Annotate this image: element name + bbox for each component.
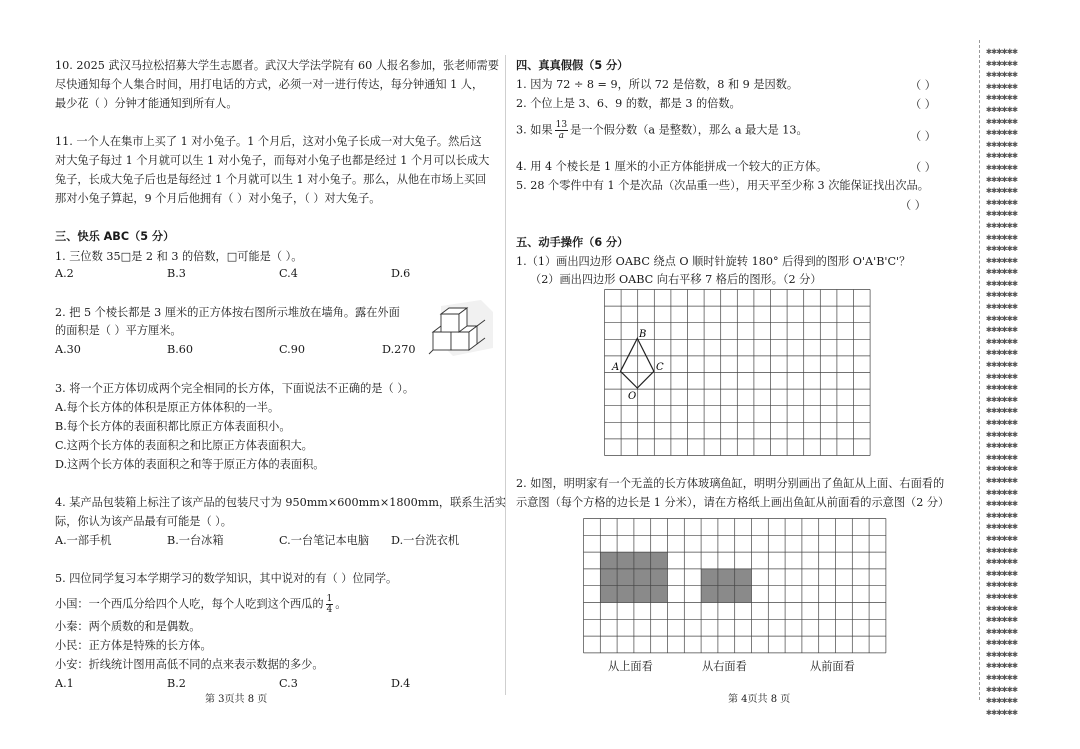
mc2-option-a: A.30 xyxy=(55,343,81,356)
stacked-cubes-figure xyxy=(427,298,495,362)
mc5-option-d: D.4 xyxy=(391,677,411,690)
mc1-option-a: A.2 xyxy=(55,267,74,280)
op2-line-2: 示意图（每个方格的边长是 1 分米），请在方格纸上画出鱼缸从前面看的示意图（2 分） xyxy=(516,496,950,509)
left-page-footer: 第 3页共 8 页 xyxy=(205,694,268,705)
mc1-option-d: D.6 xyxy=(391,267,411,280)
mc5-xiaoqin: 小秦：两个质数的和是偶数。 xyxy=(55,620,201,633)
tf3: 3. 如果 $\frac{13}{a}$ 是一个假分数（a 是整数），那么 a 最大是 13。 xyxy=(516,120,808,141)
op2-line-1: 2. 如图，明明家有一个无盖的长方体玻璃鱼缸，明明分别画出了鱼缸从上面、右面看的 xyxy=(516,477,945,490)
tf1-answer-paren[interactable]: （ ） xyxy=(910,79,936,92)
grid-paper-2[interactable] xyxy=(583,518,886,656)
section-3-title: 三、快乐 ABC（5 分） xyxy=(55,230,175,243)
binding-margin-pattern: ✱✱✱✱✱✱ ✱✱✱✱✱✱ ✱✱✱✱✱✱ ✱✱✱✱✱✱ ✱✱✱✱✱✱ ✱✱✱✱✱✱ ✱✱✱✱✱✱ ✱✱✱✱✱✱ ✱✱✱✱✱✱ ✱✱✱✱✱✱ ✱✱✱✱✱✱ ✱✱✱✱✱✱ ✱✱✱✱✱✱ ✱✱✱✱✱✱ ✱✱✱✱✱✱ ✱✱✱✱✱✱ ✱✱✱✱✱✱ ✱✱✱✱✱✱ ✱✱✱✱✱✱ ✱✱✱✱✱✱ ✱✱✱✱✱✱ ✱✱✱✱✱✱ ✱✱✱✱✱✱ ✱✱✱✱✱✱ ✱✱✱✱✱✱ ✱✱✱✱✱✱ ✱✱✱✱✱✱ ✱✱✱✱✱✱ ✱✱✱✱✱✱ ✱✱✱✱✱✱ ✱✱✱✱✱✱ ✱✱✱✱✱✱ ✱✱✱✱✱✱ ✱✱✱✱✱✱ ✱✱✱✱✱✱ ✱✱✱✱✱✱ ✱✱✱✱✱✱ ✱✱✱✱✱✱ ✱✱✱✱✱✱ ✱✱✱✱✱✱ ✱✱✱✱✱✱ ✱✱✱✱✱✱ ✱✱✱✱✱✱ ✱✱✱✱✱✱ ✱✱✱✱✱✱ ✱✱✱✱✱✱ ✱✱✱✱✱✱ ✱✱✱✱✱✱ ✱✱✱✱✱✱ ✱✱✱✱✱✱ ✱✱✱✱✱✱ ✱✱✱✱✱✱ ✱✱✱✱✱✱ ✱✱✱✱✱✱ ✱✱✱✱✱✱ ✱✱✱✱✱✱ ✱✱✱✱✱✱ ✱✱✱✱✱✱ xyxy=(986,46,1018,718)
q11-line-3: 兔子，长成大兔子后也是每经过 1 个月就可以生 1 对小兔子。那么，从他在市场上买回 xyxy=(55,173,487,186)
q11-line-1: 11. 一个人在集市上买了 1 对小兔子。1 个月后，这对小兔子长成一对大兔子。然后这 xyxy=(55,135,482,148)
fraction-13-over-a: $\frac{13}{a}$ xyxy=(555,120,568,141)
vertex-label-a: A xyxy=(612,362,620,373)
view-label-right: 从右面看 xyxy=(702,660,747,673)
mc4-option-c: C.一台笔记本电脑 xyxy=(279,534,370,547)
mc4-stem-line-2: 际，你认为该产品最有可能是（ ）。 xyxy=(55,515,232,528)
mc5-option-c: C.3 xyxy=(279,677,298,690)
mc5-xiaoan: 小安：折线统计图用高低不同的点来表示数据的多少。 xyxy=(55,658,324,671)
grid-paper-1[interactable] xyxy=(604,289,870,455)
mc1-option-b: B.3 xyxy=(167,267,186,280)
q11-line-4: 那对小兔子算起，9 个月后他拥有（ ）对小兔子，（ ）对大兔子。 xyxy=(55,192,381,205)
mc3-option-a: A.每个长方体的体积是原正方体体积的一半。 xyxy=(55,401,280,414)
mc5-xiaoguo-text: 小国：一个西瓜分给四个人吃，每个人吃到这个西瓜的 xyxy=(55,597,324,611)
q11-line-2: 对大兔子每过 1 个月就可以生 1 对小兔子，而每对小兔子也都是经过 1 个月可以长成大 xyxy=(55,154,490,167)
view-label-front: 从前面看 xyxy=(810,660,855,673)
section-5-title: 五、动手操作（6 分） xyxy=(516,236,629,249)
q10-line-1: 10. 2025 武汉马拉松招募大学生志愿者。武汉大学法学院有 60 人报名参加，张老师需要 xyxy=(55,59,499,72)
q10-line-2: 尽快通知每个人集合时间，用打电话的方式，必须一对一进行传达，每分钟通知 1 人， xyxy=(55,78,484,91)
tf2: 2. 个位上是 3、6、9 的数，都是 3 的倍数。 xyxy=(516,97,741,110)
fraction-one-quarter: $\frac{1}{4}$ xyxy=(326,594,333,615)
mc5-xiaoguo: 小国：一个西瓜分给四个人吃，每个人吃到这个西瓜的 $\frac{1}{4}$ 。 xyxy=(55,594,347,615)
view-label-top: 从上面看 xyxy=(608,660,653,673)
mc5-stem: 5. 四位同学复习本学期学习的数学知识，其中说对的有（ ）位同学。 xyxy=(55,572,398,585)
quadrilateral-oabc xyxy=(621,338,654,388)
vertex-label-b: B xyxy=(639,329,647,340)
q10-line-3: 最少花（ ）分钟才能通知到所有人。 xyxy=(55,97,238,110)
mc4-option-b: B.一台冰箱 xyxy=(167,534,224,547)
mc3-option-b: B.每个长方体的表面积都比原正方体表面积小。 xyxy=(55,420,291,433)
vertex-label-o: O xyxy=(628,391,637,402)
tf2-answer-paren[interactable]: （ ） xyxy=(910,98,936,111)
mc1-option-c: C.4 xyxy=(279,267,298,280)
right-page-footer: 第 4页共 8 页 xyxy=(728,694,791,705)
mc5-option-b: B.2 xyxy=(167,677,186,690)
mc2-option-c: C.90 xyxy=(279,343,305,356)
mc3-option-d: D.这两个长方体的表面积之和等于原正方体的表面积。 xyxy=(55,458,325,471)
tf4-answer-paren[interactable]: （ ） xyxy=(910,161,936,174)
page-divider xyxy=(505,55,506,695)
mc4-option-d: D.一台洗衣机 xyxy=(391,534,460,547)
tf4: 4. 用 4 个棱长是 1 厘米的小正方体能拼成一个较大的正方体。 xyxy=(516,160,828,173)
mc4-stem-line-1: 4. 某产品包装箱上标注了该产品的包装尺寸为 950mm×600mm×1800mm，联系生活实 xyxy=(55,496,507,509)
mc2-option-d: D.270 xyxy=(382,343,416,356)
mc5-option-a: A.1 xyxy=(55,677,74,690)
mc3-stem: 3. 将一个正方体切成两个完全相同的长方体，下面说法不正确的是（ ）。 xyxy=(55,382,415,395)
vertex-label-c: C xyxy=(656,362,664,373)
tf3-answer-paren[interactable]: （ ） xyxy=(910,130,936,143)
mc5-xiaomin: 小民：正方体是特殊的长方体。 xyxy=(55,639,212,652)
mc2-stem-line-2: 的面积是（ ）平方厘米。 xyxy=(55,324,182,337)
tf5: 5. 28 个零件中有 1 个是次品（次品重一些），用天平至少称 3 次能保证找出次品。 xyxy=(516,179,929,192)
mc2-option-b: B.60 xyxy=(167,343,194,356)
op1-part-1: 1.（1）画出四边形 OABC 绕点 O 顺时针旋转 180° 后得到的图形 O'A'B'C'？ xyxy=(516,255,911,268)
tf1: 1. 因为 72 ÷ 8 = 9，所以 72 是倍数，8 和 9 是因数。 xyxy=(516,78,799,91)
binding-dashed-line xyxy=(979,40,980,700)
section-4-title: 四、真真假假（5 分） xyxy=(516,59,629,72)
mc1-stem: 1. 三位数 35□是 2 和 3 的倍数，□可能是（ ）。 xyxy=(55,250,303,263)
op1-part-2: （2）画出四边形 OABC 向右平移 7 格后的图形。（2 分） xyxy=(530,273,822,286)
mc4-option-a: A.一部手机 xyxy=(55,534,112,547)
tf5-answer-paren[interactable]: （ ） xyxy=(900,199,926,212)
mc2-stem-line-1: 2. 把 5 个棱长都是 3 厘米的正方体按右图所示堆放在墙角。露在外面 xyxy=(55,306,400,319)
mc3-option-c: C.这两个长方体的表面积之和比原正方体表面积大。 xyxy=(55,439,313,452)
